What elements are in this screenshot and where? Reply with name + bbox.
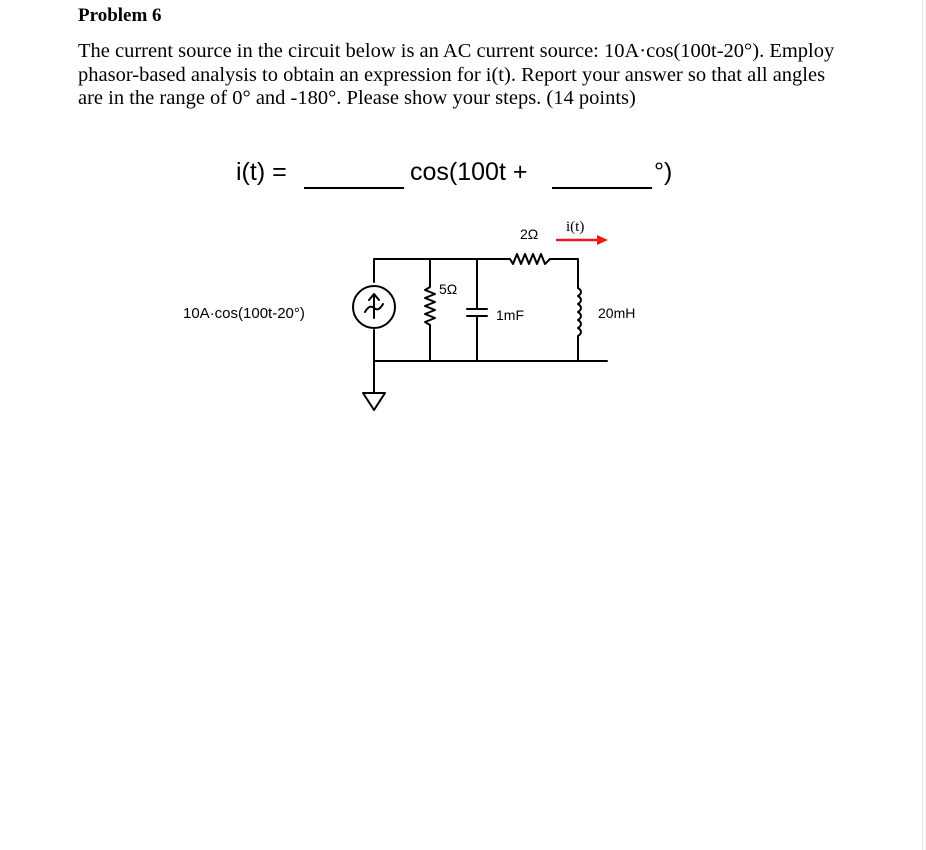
inductor-label: 20mH [598,305,636,321]
current-arrow [556,235,608,245]
statement-line-1: The current source in the circuit below is an AC current source: 10A·cos(100t-20°). Employ [78,40,835,62]
problem-title: Problem 6 [78,5,162,26]
answer-rhs: °) [654,158,673,186]
statement-line-3: are in the range of 0° and -180°. Please show your steps. (14 points) [78,87,636,109]
top-wire-right [550,259,578,288]
series-resistor-label: 2Ω [520,226,539,242]
source-label: 10A·cos(100t-20°) [183,305,305,322]
series-resistor [510,254,550,264]
shunt-resistor-label: 5Ω [439,281,458,297]
bottom-wire [374,330,607,361]
answer-middle: cos(100t + [410,158,528,186]
capacitor-label: 1mF [496,307,524,323]
shunt-resistor [425,259,435,361]
statement-line-2: phasor-based analysis to obtain an expression for i(t). Report your answer so that all angles [78,63,826,86]
ground-symbol [363,361,385,410]
top-wire [374,259,510,282]
current-label: i(t) [566,219,585,235]
answer-lhs: i(t) = [236,158,287,186]
inductor-coil [578,288,581,361]
